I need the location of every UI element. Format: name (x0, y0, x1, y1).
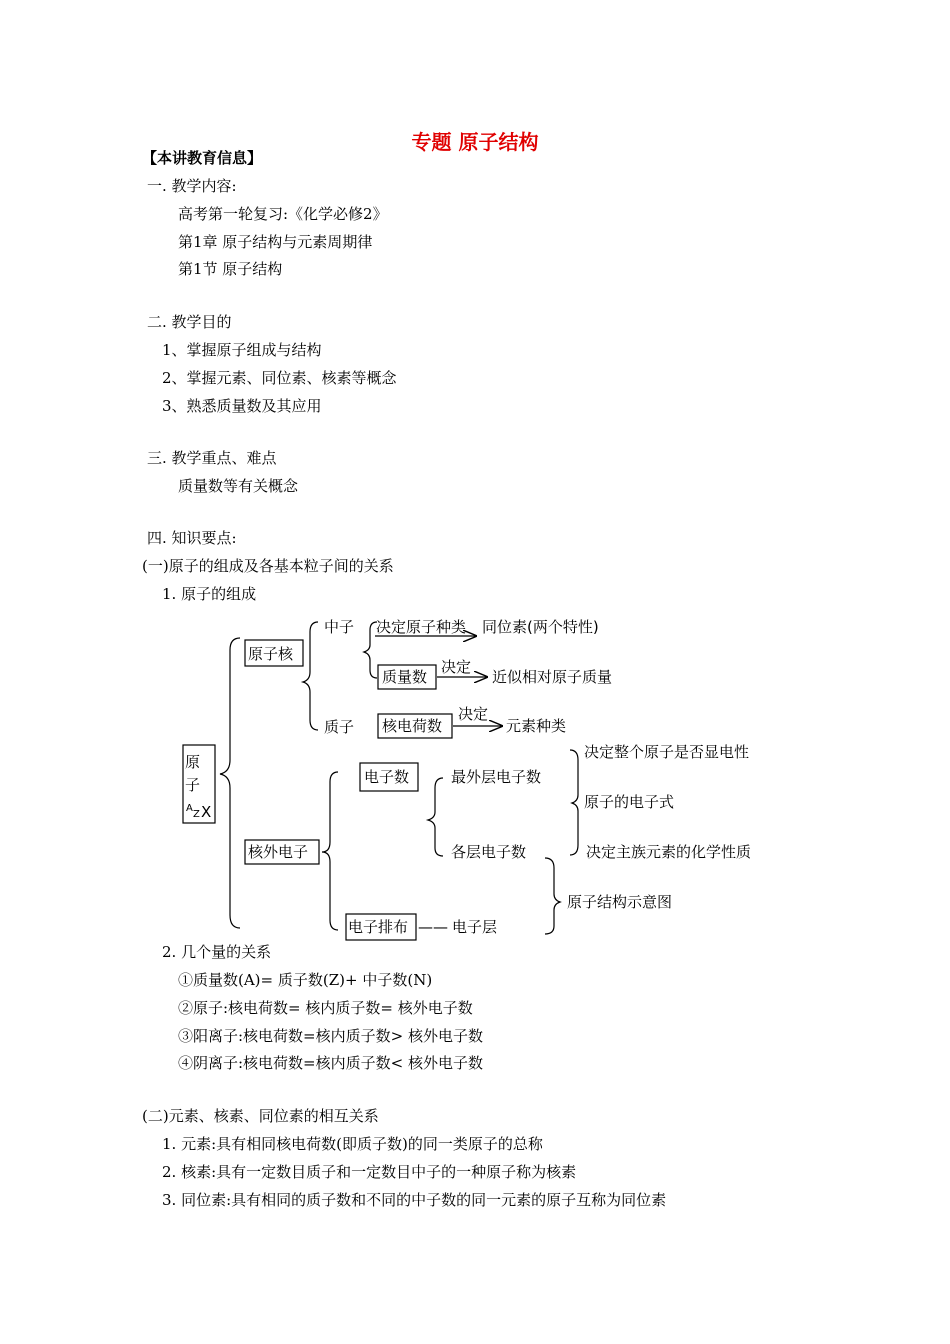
isotope-label: 同位素(两个特性) (482, 618, 599, 636)
sec1-line: 高考第一轮复习:《化学必修2》 (178, 205, 388, 223)
sec1-line: 第1章 原子结构与元素周期律 (178, 233, 373, 251)
nucleus-label: 原子核 (248, 645, 294, 663)
page-title: 专题 原子结构 (411, 130, 539, 154)
info-header: 【本讲教育信息】 (142, 149, 263, 167)
electron-count-brace (428, 778, 443, 856)
definition-line: 3. 同位素:具有相同的质子数和不同的中子数的同一元素的原子互称为同位素 (162, 1191, 667, 1209)
determine-charge-label: 决定整个原子是否显电性 (584, 743, 750, 761)
sec1-heading: 一. 教学内容: (147, 177, 237, 195)
mass-number-label: 质量数 (382, 668, 428, 686)
decides-kind-label: 决定原子种类 (376, 618, 467, 636)
sec4-item2: 2. 几个量的关系 (162, 943, 272, 961)
neutron-label: 中子 (324, 618, 355, 636)
structure-brace (545, 858, 560, 934)
sec1-line: 第1节 原子结构 (178, 260, 283, 278)
sec2-heading: 二. 教学目的 (147, 313, 232, 331)
relation-line: ③阳离子:核电荷数=核内质子数> 核外电子数 (178, 1027, 483, 1045)
dash-label: —— (418, 918, 448, 936)
structure-diagram-label: 原子结构示意图 (567, 893, 673, 911)
sec2-item: 2、掌握元素、同位素、核素等概念 (162, 369, 397, 387)
outermost-label: 最外层电子数 (451, 768, 542, 786)
nucleus-brace (303, 622, 318, 730)
sec4-sub2: (二)元素、核素、同位素的相互关系 (142, 1107, 379, 1125)
decides-label: 决定 (441, 658, 472, 676)
sec2-item: 3、熟悉质量数及其应用 (162, 397, 322, 415)
sec3-line: 质量数等有关概念 (178, 477, 299, 495)
atom-element-symbol: X (201, 803, 212, 821)
each-layer-label: 各层电子数 (451, 843, 527, 861)
sec3-heading: 三. 教学重点、难点 (147, 449, 277, 467)
atom-number-symbol: Z (193, 809, 200, 820)
main-group-label: 决定主族元素的化学性质 (586, 843, 752, 861)
outer-electrons-brace (322, 772, 338, 930)
decides-label: 决定 (458, 705, 489, 723)
sec4-item1: 1. 原子的组成 (162, 585, 257, 603)
definition-line: 2. 核素:具有一定数目质子和一定数目中子的一种原子称为核素 (162, 1163, 577, 1181)
proton-label: 质子 (324, 718, 355, 736)
sec4-heading: 四. 知识要点: (147, 529, 237, 547)
atom-brace (220, 638, 240, 928)
approx-mass-label: 近似相对原子质量 (492, 668, 613, 686)
shell-label: 电子层 (452, 918, 498, 936)
arrangement-label: 电子排布 (348, 918, 409, 936)
relation-line: ②原子:核电荷数= 核内质子数= 核外电子数 (178, 999, 473, 1017)
electron-formula-label: 原子的电子式 (584, 793, 675, 811)
sec4-sub1: (一)原子的组成及各基本粒子间的关系 (142, 557, 394, 575)
definition-line: 1. 元素:具有相同核电荷数(即质子数)的同一类原子的总称 (162, 1135, 543, 1153)
relation-line: ④阴离子:核电荷数=核内质子数< 核外电子数 (178, 1054, 483, 1072)
outer-electrons-label: 核外电子 (248, 843, 309, 861)
sec2-item: 1、掌握原子组成与结构 (162, 341, 322, 359)
atom-mass-symbol: A (186, 803, 193, 814)
electron-count-label: 电子数 (364, 768, 410, 786)
element-kind-label: 元素种类 (506, 717, 567, 735)
properties-brace (570, 750, 578, 855)
atom-label: 子 (185, 776, 201, 794)
atom-label: 原 (185, 753, 201, 771)
nuclear-charge-label: 核电荷数 (382, 717, 443, 735)
relation-line: ①质量数(A)= 质子数(Z)+ 中子数(N) (178, 971, 433, 989)
